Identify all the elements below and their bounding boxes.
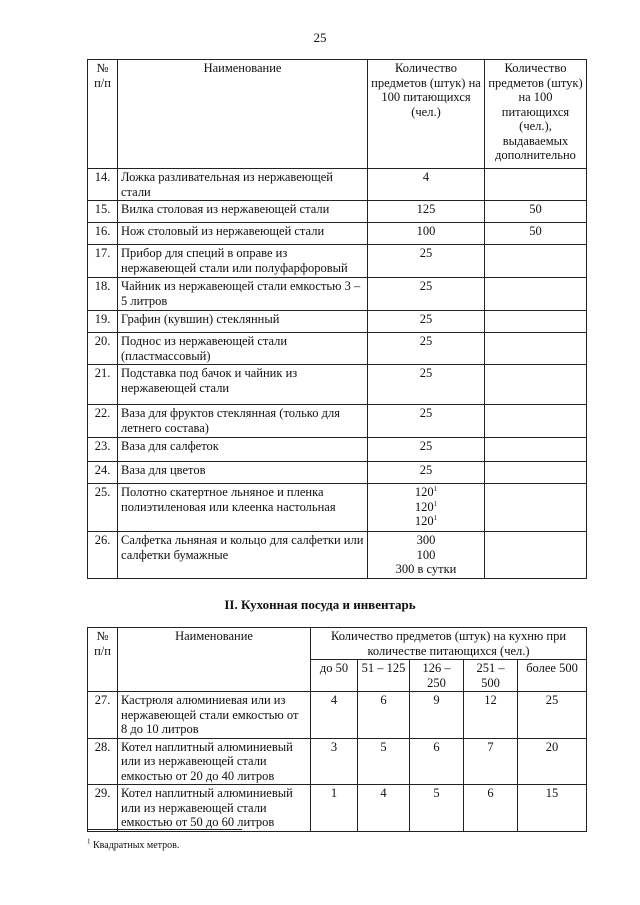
group-value: 3 <box>311 738 358 785</box>
quantity-value <box>371 406 481 421</box>
table-row <box>88 738 587 785</box>
header-num: № п/п <box>88 60 118 169</box>
table-row <box>88 223 587 245</box>
table-header-row <box>88 628 587 660</box>
item-name: Прибор для специй в оправе из нержавеющей стали или полуфарфоровый <box>118 245 368 278</box>
footnote-text: Квадратных метров. <box>93 840 180 851</box>
header-name: Наименование <box>118 60 368 169</box>
table-row <box>88 169 587 201</box>
kitchenware-table <box>87 627 587 832</box>
item-name: Поднос из нержавеющей стали (пластмассовый) <box>118 333 368 365</box>
table-row <box>88 201 587 223</box>
footnote-ref: 1 <box>433 513 438 522</box>
item-quantity <box>368 223 485 245</box>
item-name: Чайник из нержавеющей стали емкостью 3 – 5 литров <box>118 278 368 311</box>
quantity-text: 25 <box>419 366 433 380</box>
quantity-value <box>371 170 481 185</box>
header-qty: Количество предметов (штук) на кухню при количестве питающихся (чел.) <box>311 628 587 660</box>
item-extra: 50 <box>485 201 587 223</box>
quantity-text: 100 <box>416 224 436 238</box>
item-quantity <box>368 438 485 462</box>
header-name: Наименование <box>118 628 311 692</box>
quantity-value <box>371 548 481 563</box>
item-extra <box>485 532 587 579</box>
item-quantity <box>368 201 485 223</box>
quantity-text: 300 в сутки <box>395 562 457 576</box>
item-extra <box>485 438 587 462</box>
quantity-value <box>371 463 481 478</box>
item-name: Котел наплитный алюминиевый или из нержавеющей стали емкостью от 50 до 60 литров <box>118 785 311 832</box>
row-number: 16. <box>88 223 118 245</box>
item-extra <box>485 365 587 405</box>
item-extra <box>485 169 587 201</box>
item-extra: 50 <box>485 223 587 245</box>
quantity-value <box>371 562 481 577</box>
quantity-text: 25 <box>419 406 433 420</box>
table-row <box>88 333 587 365</box>
item-quantity <box>368 532 485 579</box>
footnote <box>87 837 180 851</box>
group-value: 7 <box>464 738 518 785</box>
item-quantity <box>368 169 485 201</box>
quantity-text: 25 <box>419 312 433 326</box>
group-value: 25 <box>518 692 587 739</box>
table-row <box>88 532 587 579</box>
quantity-value <box>371 279 481 294</box>
quantity-value <box>371 334 481 349</box>
quantity-text: 25 <box>419 246 433 260</box>
item-name: Нож столовый из нержавеющей стали <box>118 223 368 245</box>
group-value: 1 <box>311 785 358 832</box>
header-extra: Количество предметов (штук) на 100 питающихся (чел.), выдаваемых дополнительно <box>485 60 587 169</box>
item-name: Вилка столовая из нержавеющей стали <box>118 201 368 223</box>
row-number: 19. <box>88 311 118 333</box>
item-name: Ложка разливательная из нержавеющей стали <box>118 169 368 201</box>
item-quantity <box>368 245 485 278</box>
group-value: 6 <box>410 738 464 785</box>
group-value: 12 <box>464 692 518 739</box>
table-row <box>88 438 587 462</box>
quantity-text: 25 <box>419 463 433 477</box>
section-title: II. Кухонная посуда и инвентарь <box>224 597 416 612</box>
group-value: 4 <box>311 692 358 739</box>
row-number: 24. <box>88 462 118 484</box>
group-value: 6 <box>358 692 410 739</box>
quantity-text: 120 <box>414 485 434 499</box>
item-extra <box>485 405 587 438</box>
quantity-value <box>371 224 481 239</box>
quantity-text: 125 <box>416 202 436 216</box>
item-name: Ваза для цветов <box>118 462 368 484</box>
quantity-value <box>371 514 481 529</box>
quantity-value <box>371 246 481 261</box>
row-number: 23. <box>88 438 118 462</box>
header-num: № п/п <box>88 628 118 692</box>
item-quantity <box>368 462 485 484</box>
item-extra <box>485 245 587 278</box>
item-quantity <box>368 278 485 311</box>
quantity-text: 25 <box>419 334 433 348</box>
quantity-value <box>371 485 481 500</box>
row-number: 27. <box>88 692 118 739</box>
table-row <box>88 484 587 532</box>
item-extra <box>485 333 587 365</box>
quantity-value <box>371 366 481 381</box>
table-header-row <box>88 60 587 169</box>
row-number: 26. <box>88 532 118 579</box>
item-name: Ваза для салфеток <box>118 438 368 462</box>
item-quantity <box>368 333 485 365</box>
row-number: 20. <box>88 333 118 365</box>
item-extra <box>485 278 587 311</box>
item-name: Графин (кувшин) стеклянный <box>118 311 368 333</box>
group-header: более 500 <box>518 660 587 692</box>
group-value: 4 <box>358 785 410 832</box>
quantity-text: 4 <box>422 170 430 184</box>
table-row <box>88 405 587 438</box>
group-value: 6 <box>464 785 518 832</box>
item-name: Салфетка льняная и кольцо для салфетки или салфетки бумажные <box>118 532 368 579</box>
quantity-text: 120 <box>414 499 434 514</box>
table-row <box>88 692 587 739</box>
table-row <box>88 245 587 278</box>
item-name: Подставка под бачок и чайник из нержавеющей стали <box>118 365 368 405</box>
table-row <box>88 785 587 832</box>
footnote-divider <box>87 829 242 830</box>
footnote-mark: 1 <box>87 837 91 846</box>
group-value: 20 <box>518 738 587 785</box>
quantity-value <box>371 533 481 548</box>
group-header: 126 – 250 <box>410 660 464 692</box>
quantity-text: 25 <box>419 279 433 293</box>
item-extra <box>485 311 587 333</box>
item-name: Котел наплитный алюминиевый или из нержавеющей стали емкостью от 20 до 40 литров <box>118 738 311 785</box>
header-qty: Количество предметов (штук) на 100 питающихся (чел.) <box>368 60 485 169</box>
item-quantity <box>368 484 485 532</box>
row-number: 14. <box>88 169 118 201</box>
row-number: 17. <box>88 245 118 278</box>
footnote-ref: 1 <box>433 484 438 493</box>
group-header: до 50 <box>311 660 358 692</box>
quantity-value <box>371 202 481 217</box>
footnote-ref: 1 <box>433 499 438 508</box>
item-name: Ваза для фруктов стеклянная (только для летнего состава) <box>118 405 368 438</box>
item-quantity <box>368 365 485 405</box>
group-value: 15 <box>518 785 587 832</box>
row-number: 29. <box>88 785 118 832</box>
quantity-value <box>371 312 481 327</box>
item-name: Кастрюля алюминиевая или из нержавеющей стали емкостью от 8 до 10 литров <box>118 692 311 739</box>
table-row <box>88 462 587 484</box>
quantity-text: 100 <box>416 547 436 562</box>
group-value: 5 <box>358 738 410 785</box>
quantity-text: 300 <box>416 533 436 547</box>
group-header: 51 – 125 <box>358 660 410 692</box>
item-name: Полотно скатертное льняное и пленка полиэтиленовая или клеенка настольная <box>118 484 368 532</box>
tableware-table <box>87 59 587 579</box>
item-extra <box>485 462 587 484</box>
table-row <box>88 311 587 333</box>
group-header: 251 – 500 <box>464 660 518 692</box>
quantity-text: 25 <box>419 439 433 453</box>
page-number: 25 <box>313 30 327 45</box>
row-number: 21. <box>88 365 118 405</box>
table-row <box>88 278 587 311</box>
quantity-value <box>371 439 481 454</box>
group-value: 5 <box>410 785 464 832</box>
table-row <box>88 365 587 405</box>
row-number: 15. <box>88 201 118 223</box>
quantity-text: 120 <box>414 514 434 528</box>
row-number: 28. <box>88 738 118 785</box>
row-number: 18. <box>88 278 118 311</box>
item-quantity <box>368 405 485 438</box>
quantity-value <box>371 500 481 515</box>
row-number: 25. <box>88 484 118 532</box>
item-extra <box>485 484 587 532</box>
group-value: 9 <box>410 692 464 739</box>
row-number: 22. <box>88 405 118 438</box>
item-quantity <box>368 311 485 333</box>
